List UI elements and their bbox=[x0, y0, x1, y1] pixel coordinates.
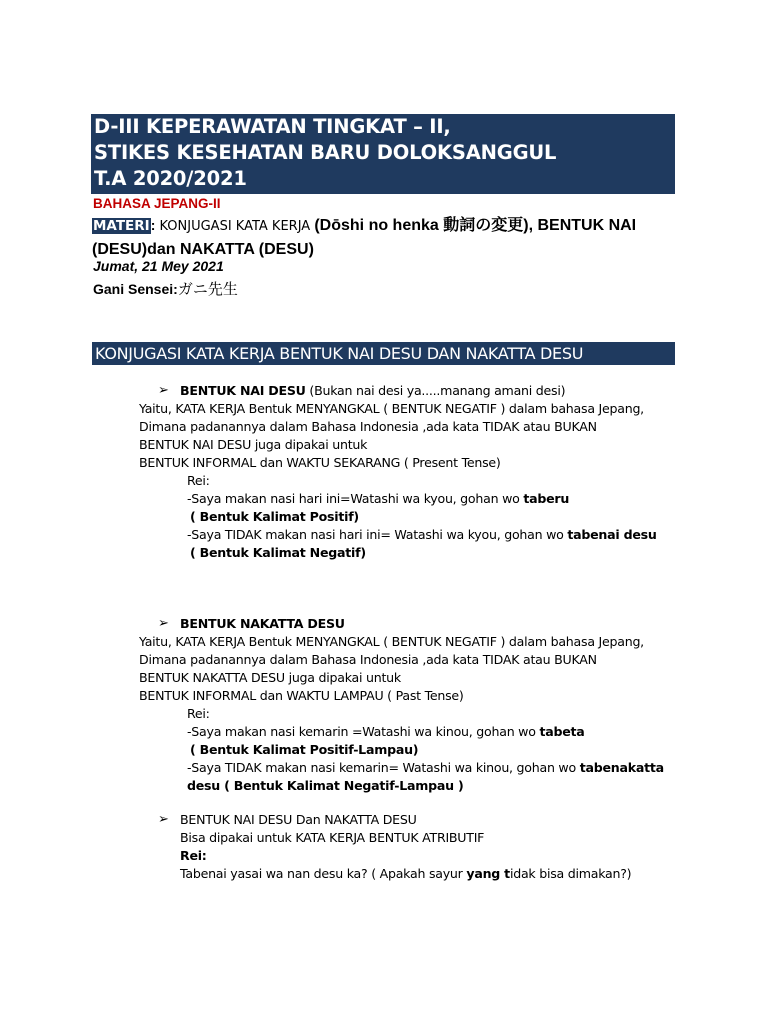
materi-line bbox=[92, 214, 682, 261]
s3-example bbox=[180, 865, 631, 883]
lesson-date: Jumat, 21 Mey 2021 bbox=[93, 258, 224, 274]
s2-line-4: BENTUK INFORMAL dan WAKTU LAMPAU ( Past Tense) bbox=[139, 688, 464, 703]
s2-title: BENTUK NAKATTA DESU bbox=[180, 616, 345, 631]
teacher-name: ガニ先生 bbox=[177, 281, 238, 298]
s1-line-2: Dimana padanannya dalam Bahasa Indonesia ,ada kata TIDAK atau BUKAN bbox=[139, 419, 597, 434]
s2-example-1-bold: tabeta bbox=[539, 724, 585, 739]
teacher-label: Gani Sensei: bbox=[93, 281, 178, 297]
s1-line-1: Yaitu, KATA KERJA Bentuk MENYANGKAL ( BENTUK NEGATIF ) dalam bahasa Jepang, bbox=[139, 401, 644, 416]
s2-example-1-note: ( Bentuk Kalimat Positif-Lampau) bbox=[190, 742, 419, 757]
s1-example-1-text: -Saya makan nasi hari ini=Watashi wa kyou, gohan wo bbox=[187, 491, 524, 506]
s3-line-1: Bisa dipakai untuk KATA KERJA BENTUK ATRIBUTIF bbox=[180, 830, 485, 845]
title-block bbox=[91, 114, 675, 194]
s1-line-3: BENTUK NAI DESU juga dipakai untuk bbox=[139, 437, 368, 452]
s1-title-note: (Bukan nai desi ya.....manang amani desi) bbox=[305, 383, 566, 398]
s2-line-3: BENTUK NAKATTA DESU juga dipakai untuk bbox=[139, 670, 401, 685]
s1-line-4: BENTUK INFORMAL dan WAKTU SEKARANG ( Present Tense) bbox=[139, 455, 501, 470]
s2-example-2-text: -Saya TIDAK makan nasi kemarin= Watashi wa kinou, gohan wo bbox=[187, 760, 580, 775]
subject-heading: BAHASA JEPANG-II bbox=[93, 196, 221, 211]
s2-line-1: Yaitu, KATA KERJA Bentuk MENYANGKAL ( BENTUK NEGATIF ) dalam bahasa Jepang, bbox=[139, 634, 644, 649]
s2-example-2 bbox=[187, 759, 664, 777]
s2-line-2: Dimana padanannya dalam Bahasa Indonesia ,ada kata TIDAK atau BUKAN bbox=[139, 652, 597, 667]
s1-example-1-bold: taberu bbox=[523, 491, 570, 506]
materi-part-1: KONJUGASI KATA KERJA bbox=[155, 219, 315, 234]
title-line-1: D-III KEPERAWATAN TINGKAT – II, bbox=[94, 115, 451, 138]
s1-title: BENTUK NAI DESU bbox=[180, 383, 306, 398]
s2-example-1 bbox=[187, 723, 585, 741]
s2-example-1-text: -Saya makan nasi kemarin =Watashi wa kinou, gohan wo bbox=[187, 724, 540, 739]
s2-example-2-continued: desu ( Bentuk Kalimat Negatif-Lampau ) bbox=[187, 778, 464, 793]
materi-colon: : bbox=[150, 217, 156, 233]
bullet-arrow-icon: ➢ bbox=[158, 382, 169, 397]
s2-example-2-bold: tabenakatta bbox=[579, 760, 664, 775]
s1-example-2-bold: tabenai desu bbox=[567, 527, 657, 542]
s3-example-part-a: Tabenai yasai wa nan desu ka? ( Apakah sayur bbox=[180, 866, 467, 881]
s3-example-part-b: yang t bbox=[466, 866, 510, 881]
title-line-2: STIKES KESEHATAN BARU DOLOKSANGGUL bbox=[94, 141, 557, 164]
teacher-line bbox=[93, 278, 238, 299]
section-title: KONJUGASI KATA KERJA BENTUK NAI DESU DAN NAKATTA DESU bbox=[92, 342, 675, 365]
materi-label: MATERI bbox=[93, 218, 150, 234]
s1-example-2-note: ( Bentuk Kalimat Negatif) bbox=[190, 545, 366, 560]
s1-title-line bbox=[180, 382, 565, 400]
s3-example-part-c: idak bisa dimakan?) bbox=[509, 866, 632, 881]
bullet-arrow-icon: ➢ bbox=[158, 811, 169, 826]
title-line-3: T.A 2020/2021 bbox=[94, 167, 247, 190]
s2-rei: Rei: bbox=[187, 706, 210, 721]
s1-example-1 bbox=[187, 490, 569, 508]
s3-title: BENTUK NAI DESU Dan NAKATTA DESU bbox=[180, 812, 417, 827]
s1-rei: Rei: bbox=[187, 473, 210, 488]
bullet-arrow-icon: ➢ bbox=[158, 615, 169, 630]
s1-example-2 bbox=[187, 526, 657, 544]
materi-part-2: (Dōshi no henka 動詞の変更), BENTUK NAI (DESU)dan NAKATTA (DESU) bbox=[92, 217, 637, 258]
s1-example-1-note: ( Bentuk Kalimat Positif) bbox=[190, 509, 359, 524]
s3-rei: Rei: bbox=[180, 848, 207, 863]
s1-example-2-text: -Saya TIDAK makan nasi hari ini= Watashi wa kyou, gohan wo bbox=[187, 527, 568, 542]
